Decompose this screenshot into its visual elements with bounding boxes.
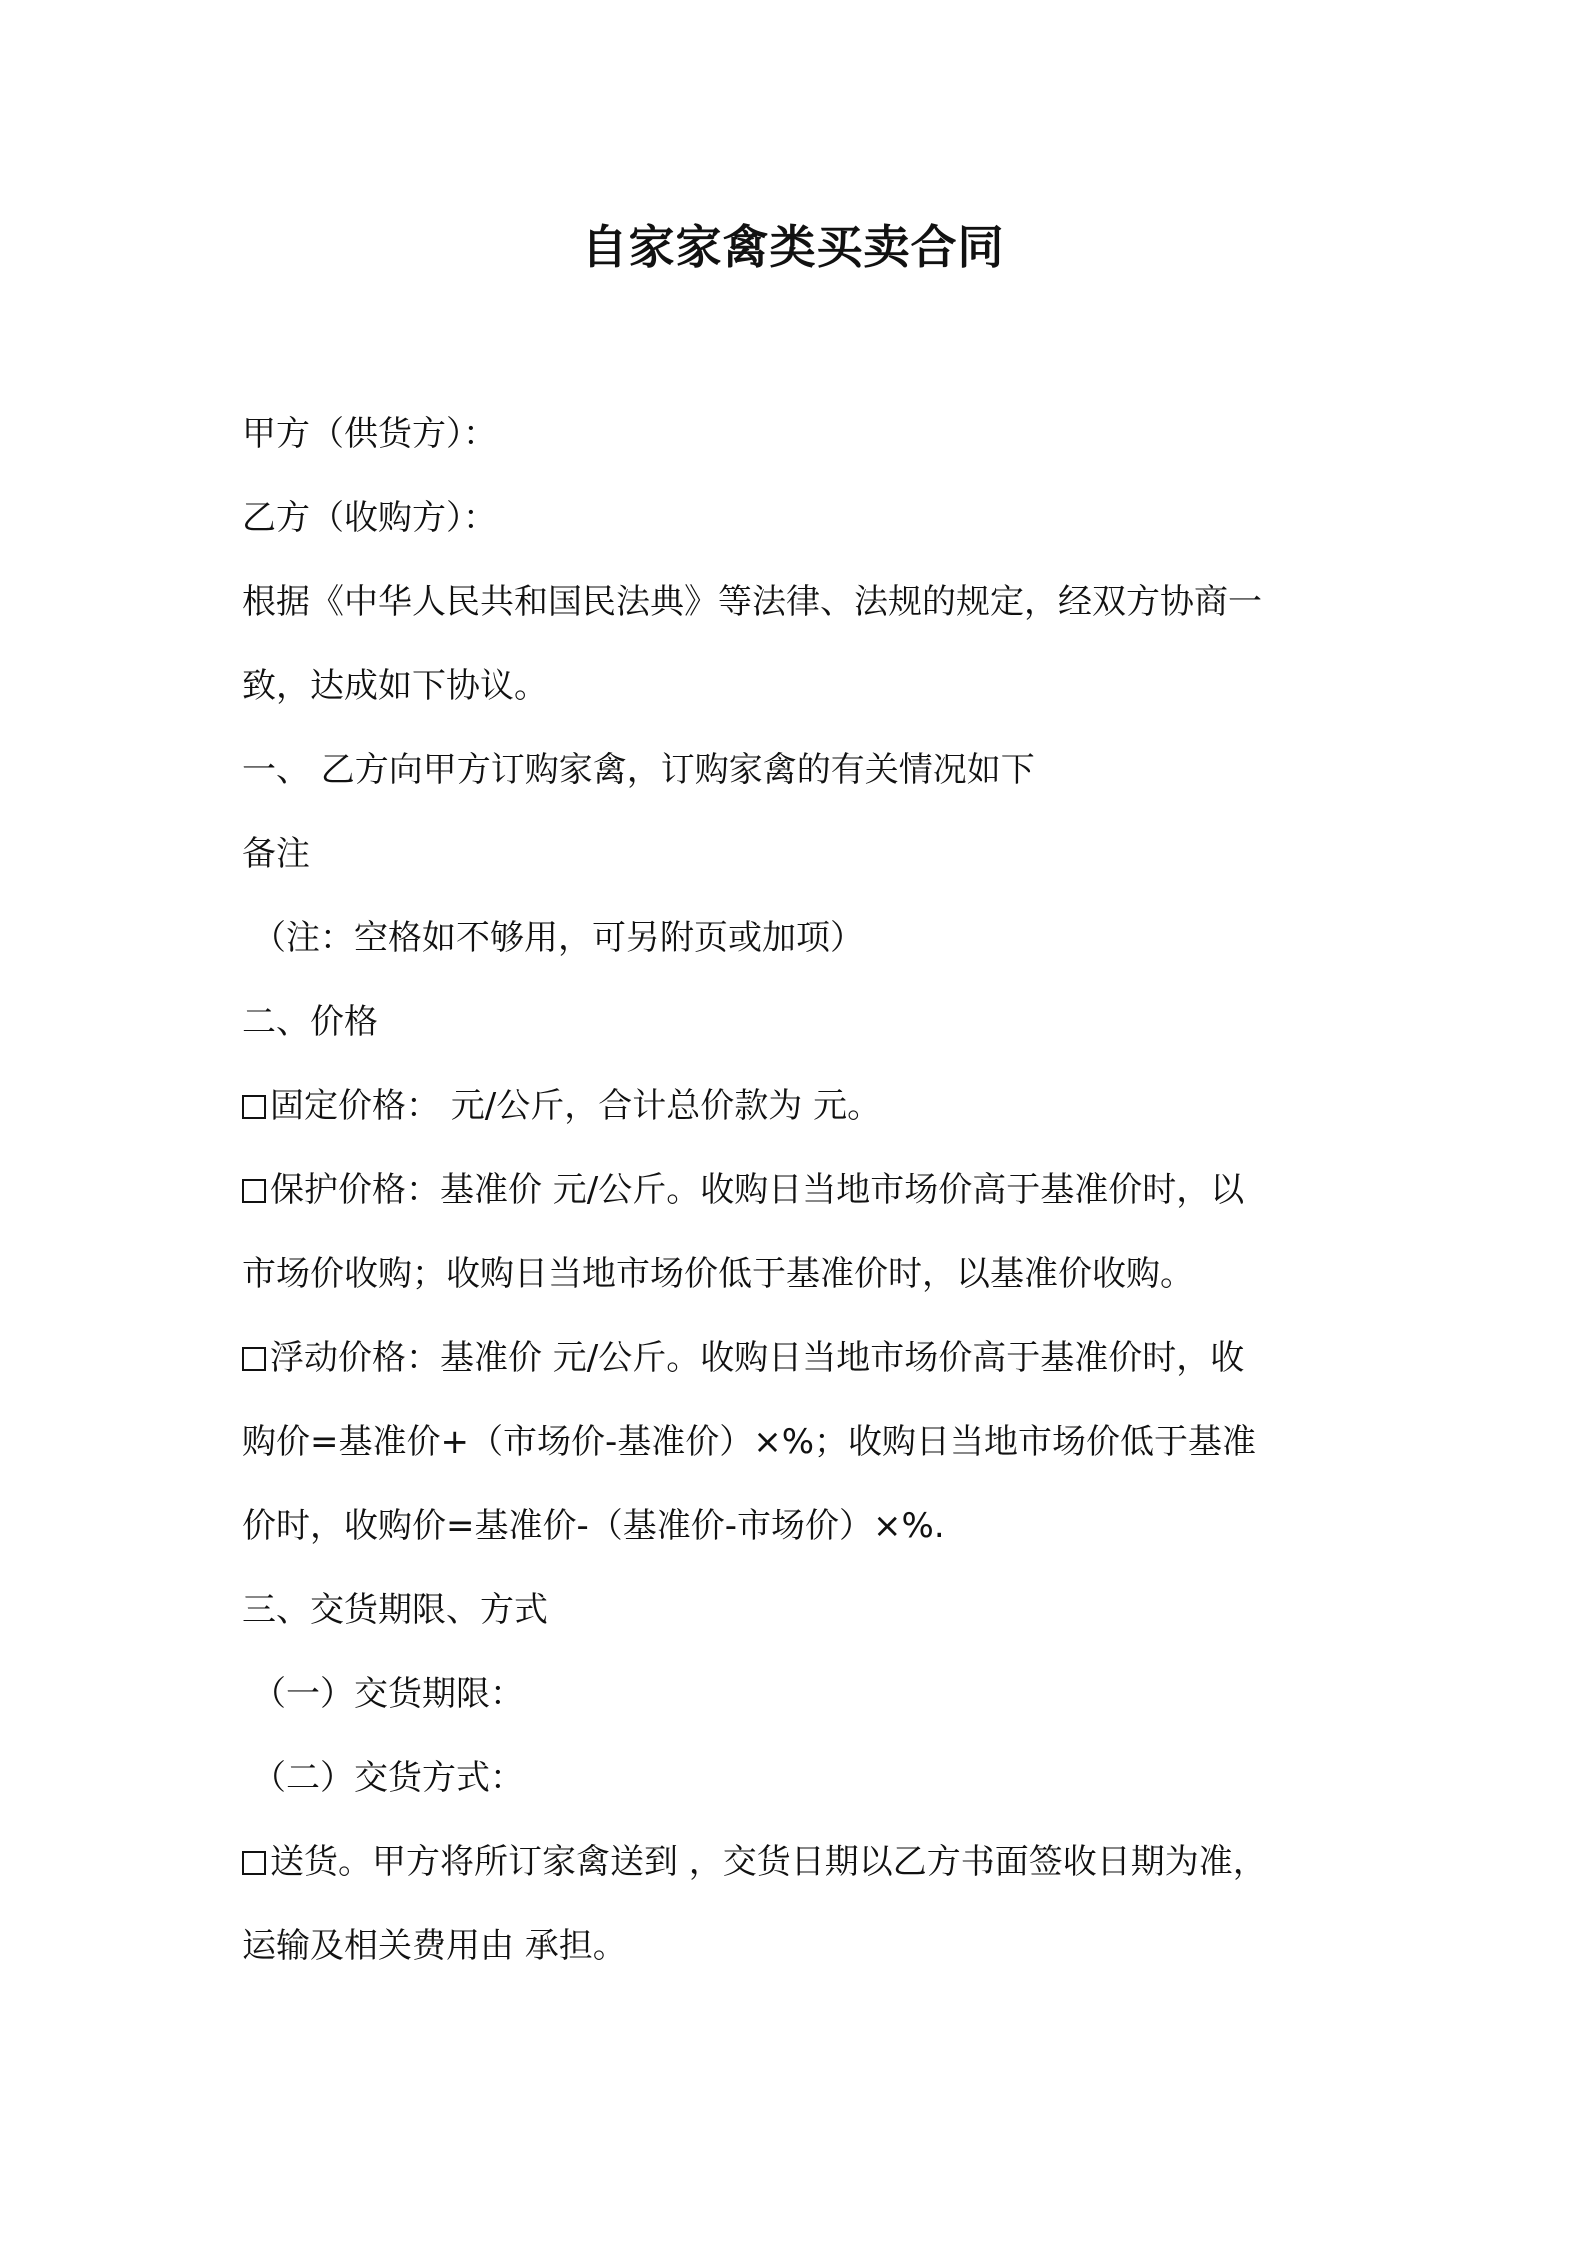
line-text: 购价=基准价+（市场价-基准价）×%；收购日当地市场价低于基准 (242, 1422, 1257, 1462)
protected-price-option (242, 1148, 1357, 1232)
delivery-period-line (242, 1652, 1357, 1736)
line-text: 价时，收购价=基准价-（基准价-市场价）×%. (242, 1506, 945, 1546)
line-text: 市场价收购；收购日当地市场价低于基准价时，以基准价收购。 (242, 1254, 1194, 1294)
floating-price-option (242, 1316, 1357, 1400)
line-text: 三、交货期限、方式 (242, 1590, 548, 1630)
section-2-heading (242, 980, 1357, 1064)
delivery-method-line (242, 1736, 1357, 1820)
line-text: 根据《中华人民共和国民法典》等法律、法规的规定，经双方协商一 (242, 582, 1262, 622)
document-title: 自家家禽类买卖合同 (581, 220, 1005, 274)
preamble-line-1 (242, 560, 1357, 644)
line-text: （二）交货方式： (252, 1758, 524, 1798)
line-text: 送货。甲方将所订家禽送到 ，交货日期以乙方书面签收日期为准， (270, 1842, 1267, 1882)
section-3-heading (242, 1568, 1357, 1652)
fixed-price-option (242, 1064, 1357, 1148)
preamble-line-2 (242, 644, 1357, 728)
section-1-heading (242, 728, 1357, 812)
floating-price-continued-1 (242, 1400, 1357, 1484)
line-text: 保护价格：基准价 元/公斤。收购日当地市场价高于基准价时，以 (270, 1170, 1245, 1210)
delivery-continued (242, 1904, 1357, 1988)
party-b-line (242, 476, 1357, 560)
line-text: 致，达成如下协议。 (242, 666, 548, 706)
line-text: 一、 乙方向甲方订购家禽，订购家禽的有关情况如下 (242, 750, 1035, 790)
line-text: 备注 (242, 834, 310, 874)
remarks-label (242, 812, 1357, 896)
delivery-option (242, 1820, 1357, 1904)
line-text: 二、价格 (242, 1002, 378, 1042)
protected-price-checkbox[interactable] (242, 1179, 266, 1203)
document-body (242, 392, 1357, 1988)
line-text: 浮动价格：基准价 元/公斤。收购日当地市场价高于基准价时，收 (270, 1338, 1245, 1378)
line-text: （注：空格如不够用，可另附页或加项） (252, 918, 864, 958)
line-text: 运输及相关费用由 承担。 (242, 1926, 627, 1966)
line-text: 乙方（收购方）： (242, 498, 497, 538)
note-line (242, 896, 1357, 980)
floating-price-continued-2 (242, 1484, 1357, 1568)
party-a-line (242, 392, 1357, 476)
floating-price-checkbox[interactable] (242, 1347, 266, 1371)
line-text: 固定价格： 元/公斤，合计总价款为 元。 (270, 1086, 882, 1126)
line-text: 甲方（供货方）： (242, 414, 497, 454)
delivery-checkbox[interactable] (242, 1851, 266, 1875)
line-text: （一）交货期限： (252, 1674, 524, 1714)
protected-price-continued (242, 1232, 1357, 1316)
fixed-price-checkbox[interactable] (242, 1095, 266, 1119)
